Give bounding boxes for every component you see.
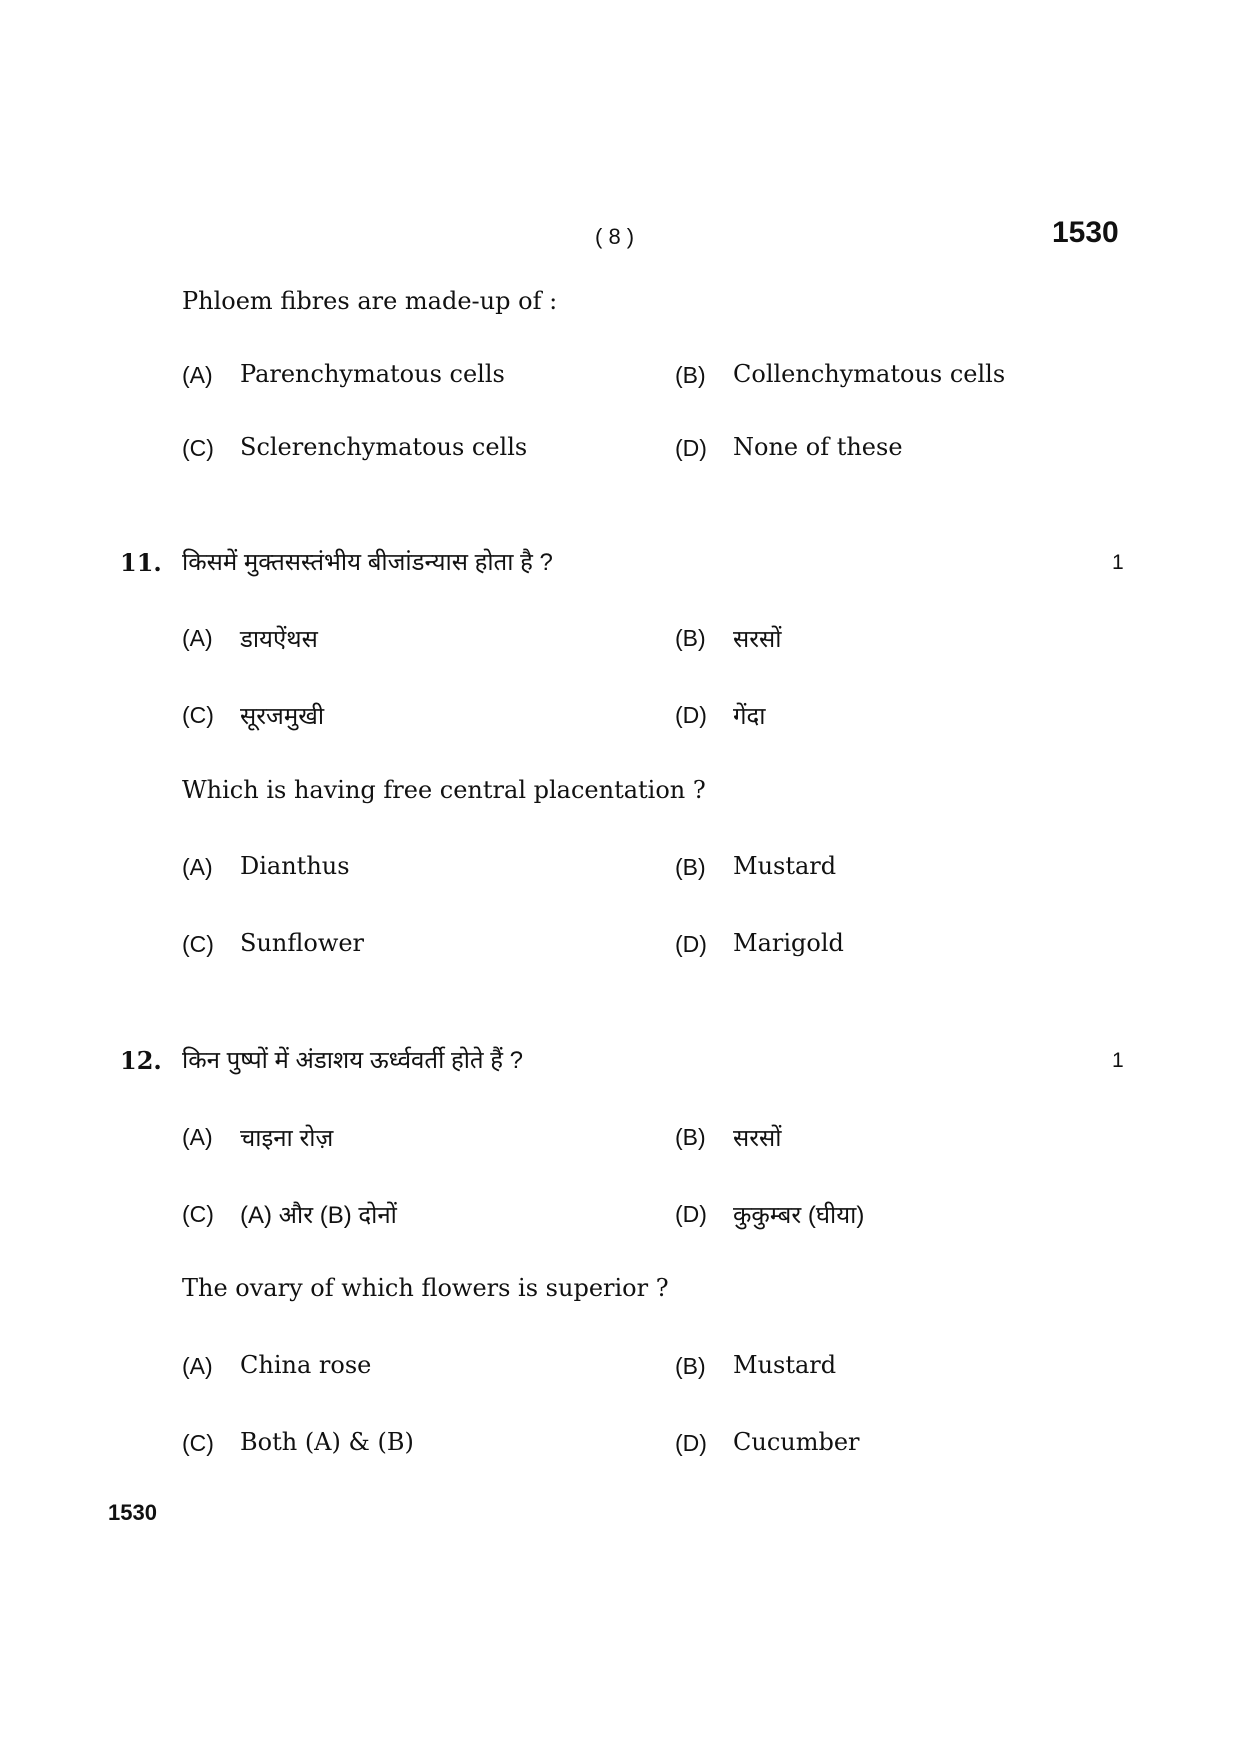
q11-hi-option-d-letter: (D) bbox=[675, 702, 707, 728]
q12-text-en: The ovary of which flowers is superior ? bbox=[182, 1274, 669, 1302]
q12-hi-option-d-letter: (D) bbox=[675, 1201, 707, 1227]
q12-hi-option-c: (A) और (B) दोनों bbox=[240, 1202, 397, 1229]
q12-en-option-b: Mustard bbox=[733, 1351, 837, 1379]
q11-en-option-c: Sunflower bbox=[240, 929, 365, 957]
q12-en-option-a-letter: (A) bbox=[182, 1353, 213, 1379]
q11-text-hi: किसमें मुक्तसस्तंभीय बीजांडन्यास होता है ? bbox=[182, 549, 553, 576]
q12-en-option-d-letter: (D) bbox=[675, 1430, 707, 1456]
q10-option-b-letter: (B) bbox=[675, 362, 706, 388]
q11-en-option-d-letter: (D) bbox=[675, 931, 707, 957]
q12-en-option-d: Cucumber bbox=[733, 1428, 860, 1456]
q12-en-option-a: China rose bbox=[240, 1351, 372, 1379]
q11-en-option-b-letter: (B) bbox=[675, 854, 706, 880]
q12-hi-option-a-letter: (A) bbox=[182, 1124, 213, 1150]
q11-hi-option-c-letter: (C) bbox=[182, 702, 214, 728]
q11-en-option-b: Mustard bbox=[733, 852, 837, 880]
q10-option-b: Collenchymatous cells bbox=[733, 360, 1006, 388]
q11-hi-option-a: डायऐंथस bbox=[240, 626, 318, 653]
q12-hi-option-b: सरसों bbox=[733, 1125, 782, 1152]
q12-number: 12. bbox=[120, 1046, 162, 1075]
q12-en-option-b-letter: (B) bbox=[675, 1353, 706, 1379]
page-number: ( 8 ) bbox=[595, 224, 635, 249]
q10-option-d: None of these bbox=[733, 433, 903, 461]
q12-en-option-c-letter: (C) bbox=[182, 1430, 214, 1456]
q12-hi-option-b-letter: (B) bbox=[675, 1124, 706, 1150]
q12-hi-option-c-letter: (C) bbox=[182, 1201, 214, 1227]
q10-option-c: Sclerenchymatous cells bbox=[240, 433, 528, 461]
q10-option-a: Parenchymatous cells bbox=[240, 360, 505, 388]
q10-option-d-letter: (D) bbox=[675, 435, 707, 461]
q12-marks: 1 bbox=[1112, 1049, 1124, 1072]
q11-hi-option-b-letter: (B) bbox=[675, 625, 706, 651]
q12-hi-option-d: कुकुम्बर (घीया) bbox=[733, 1202, 865, 1229]
q12-hi-option-a: चाइना रोज़ bbox=[240, 1125, 334, 1152]
q11-hi-option-b: सरसों bbox=[733, 626, 782, 653]
q11-number: 11. bbox=[120, 548, 162, 577]
q11-hi-option-c: सूरजमुखी bbox=[240, 703, 325, 730]
q11-en-option-d: Marigold bbox=[733, 929, 844, 957]
q11-text-en: Which is having free central placentation ? bbox=[182, 776, 706, 804]
q10-text-en: Phloem fibres are made-up of : bbox=[182, 287, 558, 315]
q11-hi-option-a-letter: (A) bbox=[182, 625, 213, 651]
paper-code-footer: 1530 bbox=[108, 1500, 157, 1525]
q11-marks: 1 bbox=[1112, 551, 1124, 574]
q11-en-option-c-letter: (C) bbox=[182, 931, 214, 957]
q11-en-option-a: Dianthus bbox=[240, 852, 350, 880]
q11-hi-option-d: गेंदा bbox=[733, 703, 766, 730]
q11-en-option-a-letter: (A) bbox=[182, 854, 213, 880]
q12-en-option-c: Both (A) & (B) bbox=[240, 1428, 414, 1456]
q10-option-a-letter: (A) bbox=[182, 362, 213, 388]
q10-option-c-letter: (C) bbox=[182, 435, 214, 461]
paper-code-header: 1530 bbox=[1052, 216, 1119, 249]
q12-text-hi: किन पुष्पों में अंडाशय ऊर्ध्ववर्ती होते हैं ? bbox=[182, 1047, 524, 1074]
